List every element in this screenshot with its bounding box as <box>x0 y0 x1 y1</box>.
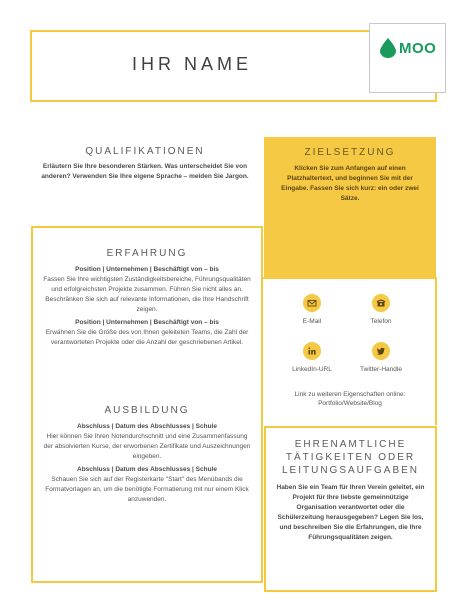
education-text-1[interactable]: Hier können Sie Ihren Notendurchschnitt und eine Zusammenfassung der absolvierten Kurse, der erworbenen Zertifikate und Auszeichnungen eingeben. <box>43 433 251 460</box>
objective-text[interactable]: Klicken Sie zum Anfangen auf einen Platzhaltertext, und beginnen Sie mit der Eingabe. Fassen Sie sich kurz: ein oder zwei Sätze. <box>281 165 419 202</box>
education-heading-1[interactable]: Abschluss | Datum des Abschlusses | Schule <box>77 423 217 430</box>
contact-email <box>277 294 347 325</box>
resume-name[interactable]: IHR NAME <box>131 54 252 74</box>
education-text-2[interactable]: Schauen Sie sich auf der Registerkarte "Start" des Menübands die Formatvorlagen an, um die benötigte Formatierung mit nur einem Klick anzuwenden. <box>45 476 249 503</box>
email-icon <box>303 294 321 312</box>
experience-text-2[interactable]: Erwähnen Sie die Größe des von Ihnen geleiteten Teams, die Zahl der verantworteten Projekte oder die Anzahl der geschriebenen Artikel. <box>45 329 249 346</box>
contact-linkedin <box>277 342 347 373</box>
education-title: AUSBILDUNG <box>104 405 190 416</box>
phone-icon <box>372 294 390 312</box>
qualifications-section <box>40 146 250 182</box>
drop-icon <box>380 38 396 58</box>
experience-title: ERFAHRUNG <box>106 248 188 259</box>
contact-phone <box>346 294 416 325</box>
contact-twitter <box>346 342 416 373</box>
twitter-icon <box>372 342 390 360</box>
online-links-note[interactable]: Link zu weiteren Eigenschaften online: Portfolio/Website/Blog <box>294 391 406 407</box>
qualifications-title: QUALIFIKATIONEN <box>85 146 205 157</box>
phone-label[interactable]: Telefon <box>370 318 392 325</box>
qualifications-text[interactable]: Erläutern Sie Ihre besonderen Stärken. Was unterscheidet Sie von anderen? Verwenden Sie Ihre eigene Sprache – meiden Sie Jargon. <box>41 163 249 180</box>
linkedin-icon <box>303 342 321 360</box>
objective-section <box>264 137 436 277</box>
linkedin-label[interactable]: LinkedIn-URL <box>292 366 332 373</box>
moo-logo <box>369 23 446 93</box>
email-label[interactable]: E-Mail <box>302 318 322 325</box>
experience-heading-1[interactable]: Position | Unternehmen | Beschäftigt von – bis <box>75 266 219 273</box>
experience-text-1[interactable]: Fassen Sie Ihre wichtigsten Zuständigkeitsbereiche, Führungsqualitäten und erfolgreichsten Projekte zusammen. Führen Sie nicht alles an. Beschränken Sie sich auf relevante Informationen, die Ihre Handschrift zeigen. <box>43 276 251 313</box>
experience-section <box>42 248 252 348</box>
education-section <box>42 405 252 505</box>
twitter-label[interactable]: Twitter-Handle <box>360 366 402 373</box>
education-heading-2[interactable]: Abschluss | Datum des Abschlusses | Schule <box>77 466 217 473</box>
experience-heading-2[interactable]: Position | Unternehmen | Beschäftigt von – bis <box>75 319 219 326</box>
volunteer-section <box>264 426 437 592</box>
volunteer-title: EHRENAMTLICHE TÄTIGKEITEN ODER LEITUNGSAUFGABEN <box>281 439 420 476</box>
objective-title: ZIELSETZUNG <box>304 147 396 158</box>
logo-text: MOO <box>399 40 437 57</box>
volunteer-text[interactable]: Haben Sie ein Team für Ihren Verein geleitet, ein Projekt für Ihre liebste gemeinnützige Organisation verantwortet oder die Schülerzeitung herausgegeben? Legen Sie los, und beschreiben Sie die Erfahrungen, die Ihre Führungsqualitäten zeigen. <box>276 484 425 541</box>
